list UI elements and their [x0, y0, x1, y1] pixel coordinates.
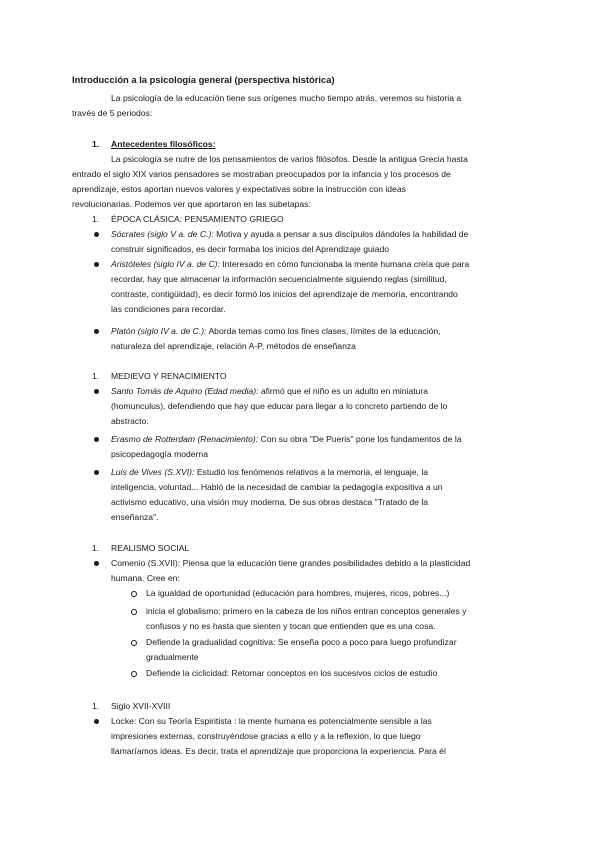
list-item-erasmo: [111, 433, 462, 445]
list-item-line: contraste, contigüidad), es decir formó los inicios del aprendizaje de memoria, encontrando: [111, 289, 458, 299]
list-item-text: Estudió los fenómenos relativos a la memoria, el lenguaje, la: [194, 467, 429, 477]
subsection-number: 1.: [92, 543, 100, 553]
bullet-icon: [94, 329, 99, 334]
bullet-icon: [94, 719, 99, 724]
list-item-comenio: Comenio (S.XVII): Piensa que la educación tiene grandes posibilidades debido a la plasticidad: [111, 558, 471, 568]
intro-line-1: La psicología de la educación tiene sus orígenes mucho tiempo atrás, veremos su historia a: [111, 93, 462, 103]
section-heading-antecedentes: Antecedentes filosóficos:: [111, 139, 216, 149]
sublist-item: Defiende la ciclicidad: Retomar conceptos en los sucesivos ciclos de estudio: [146, 668, 438, 678]
list-item-line: recordar, hay que almacenar la información secuencialmente siguiendo reglas (similitud,: [111, 274, 447, 284]
list-item-luis-vives: [111, 466, 428, 478]
sublist-item-line: gradualmente: [146, 652, 199, 662]
author-name: Sócrates (siglo V a. de C.):: [111, 229, 214, 239]
section-number: 1.: [92, 139, 100, 149]
list-item-line: psicopedagogía moderna: [111, 449, 208, 459]
author-name: Luis de Vives (S.XVI):: [111, 467, 195, 477]
list-item-line: inteligencia, voluntad... Habló de la necesidad de cambiar la pedagogía expositiva a un: [111, 482, 443, 492]
intro-line-2: través de 5 periodos:: [72, 108, 153, 118]
list-item-line: naturaleza del aprendizaje, relación A-P, métodos de enseñanza: [111, 341, 356, 351]
list-item-line: activismo educativo, una visión muy moderna. De sus obras destaca "Tratado de la: [111, 497, 429, 507]
list-item-line: enseñanza".: [111, 512, 159, 522]
list-item-platon: [111, 325, 441, 337]
subsection-heading-siglo: Siglo XVII-XVIII: [111, 701, 171, 711]
list-item-text: Aborda temas como los fines clases, límites de la educación,: [206, 326, 441, 336]
circle-bullet-icon: [131, 609, 137, 615]
list-item-line: abstracto.: [111, 416, 149, 426]
subsection-number: 1.: [92, 371, 100, 381]
list-item-line: humana. Cree en:: [111, 573, 180, 583]
subsection-number: 1.: [92, 214, 100, 224]
paragraph-line: aprendizaje, estos aportan nuevos valores y expectativas sobre la instrucción con ideas: [72, 184, 406, 194]
list-item-aristoteles: [111, 258, 469, 270]
author-name: Platón (siglo IV a. de C.):: [111, 326, 207, 336]
paragraph-line: entrado el siglo XIX varios pensadores se mostraban preocupados por la infancia y los procesos de: [72, 169, 451, 179]
bullet-icon: [94, 232, 99, 237]
author-name: Erasmo de Rotterdam (Renacimiento):: [111, 434, 259, 444]
sublist-item: Defiende la gradualidad cognitiva: Se enseña poco a poco para luego profundizar: [146, 637, 457, 647]
list-item-text: Con su obra "De Pueris" pone los fundamentos de la: [258, 434, 462, 444]
circle-bullet-icon: [131, 640, 137, 646]
bullet-icon: [94, 389, 99, 394]
subsection-number: 1.: [92, 701, 100, 711]
list-item-line: llamaríamos ideas. Es decir, trata el aprendizaje que proporciona la experiencia. Para él: [111, 746, 446, 756]
list-item-line: las condiciones para recordar.: [111, 304, 226, 314]
sublist-item: inicia el globalismo: primero en la cabeza de los niños entran conceptos generales y: [146, 606, 467, 616]
sublist-item-line: confusos y no es hasta que sienten y tocan que entienden que es una cosa.: [146, 621, 436, 631]
subsection-heading-epoca-clasica: ÉPOCA CLÁSICA: PENSAMIENTO GRIEGO: [111, 214, 284, 224]
author-name: Santo Tomás de Aquino (Edad media):: [111, 386, 259, 396]
list-item-locke: Locke: Con su Teoría Espiritista : la mente humana es potencialmente sensible a las: [111, 716, 432, 726]
subsection-heading-medievo: MEDIEVO Y RENACIMIENTO: [111, 371, 227, 381]
document-title: Introducción a la psicología general (perspectiva histórica): [72, 74, 335, 85]
circle-bullet-icon: [131, 671, 137, 677]
list-item-socrates: [111, 228, 468, 240]
paragraph-line: La psicología se nutre de los pensamientos de varios filósofos. Desde la antigua Grecia hasta: [111, 154, 468, 164]
sublist-item: La igualdad de oportunidad (educación para hombres, mujeres, ricos, pobres...): [146, 588, 450, 598]
list-item-line: construir significados, es decir formaba los inicios del Aprendizaje guiado: [111, 244, 390, 254]
circle-bullet-icon: [131, 591, 137, 597]
list-item-text: afirmó que el niño es un adulto en miniatura: [258, 386, 429, 396]
list-item-text: Motiva y ayuda a pensar a sus discípulos dándoles la habilidad de: [213, 229, 469, 239]
bullet-icon: [94, 561, 99, 566]
subsection-heading-realismo: REALISMO SOCIAL: [111, 543, 190, 553]
author-name: Aristóteles (siglo IV a. de C):: [111, 259, 220, 269]
list-item-line: impresiones externas, construyéndose gracias a ello y a la reflexión, lo que luego: [111, 731, 421, 741]
paragraph-line: revolucionarias. Podemos ver que aportaron en las subetapas:: [72, 199, 311, 209]
bullet-icon: [94, 437, 99, 442]
list-item-line: (homunculus), defendiendo que hay que educar para llegar a lo concreto partiendo de lo: [111, 401, 448, 411]
list-item-text: Interesado en cómo funcionaba la mente humana creía que para: [219, 259, 470, 269]
bullet-icon: [94, 262, 99, 267]
list-item-santo-tomas: [111, 385, 428, 397]
bullet-icon: [94, 470, 99, 475]
